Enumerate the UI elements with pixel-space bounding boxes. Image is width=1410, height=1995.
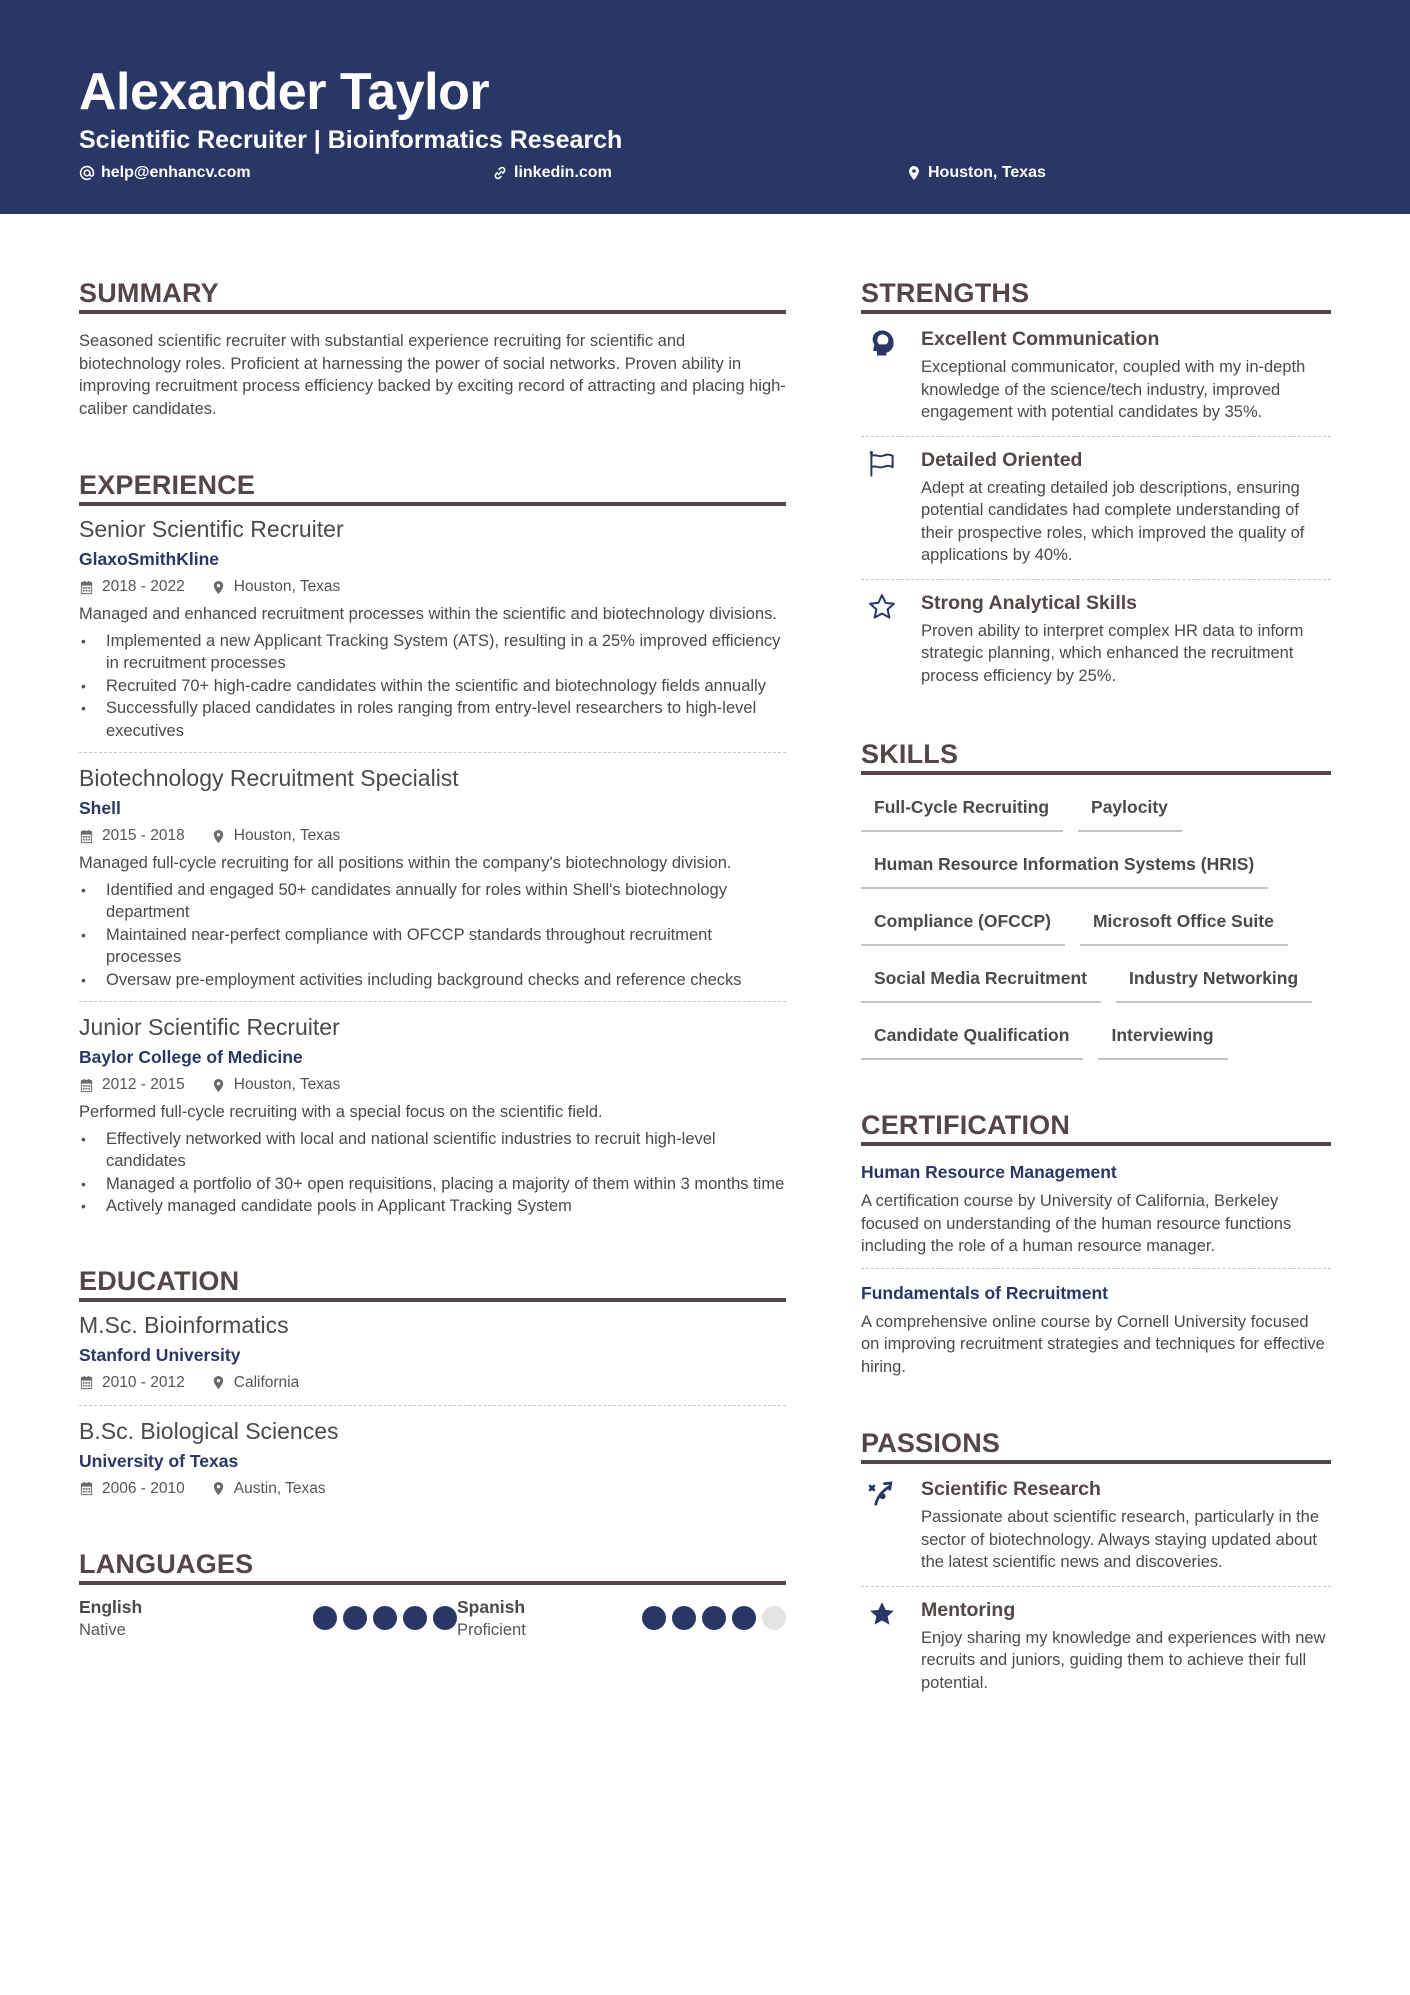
rating-dot-filled: [433, 1606, 457, 1630]
contact-linkedin[interactable]: [492, 162, 612, 184]
calendar-icon: [79, 580, 94, 595]
bullet-item: • Managed a portfolio of 30+ open requisitions, placing a majority of them within 3 months time: [79, 1173, 786, 1196]
certification-item: [861, 1268, 1331, 1389]
rating-dot-filled: [702, 1606, 726, 1630]
education-location: Austin, Texas: [233, 1479, 326, 1497]
section-title-languages: LANGUAGES: [79, 1547, 786, 1585]
star-filled-icon: [867, 1599, 897, 1629]
calendar-icon: [79, 1375, 94, 1390]
job-role: Biotechnology Recruitment Specialist: [79, 765, 459, 791]
skill-tag: Interviewing: [1098, 1019, 1227, 1060]
language-rating: [313, 1606, 457, 1630]
education-meta: [79, 1371, 786, 1395]
job-role: Senior Scientific Recruiter: [79, 516, 344, 542]
linkedin-text: linkedin.com: [514, 164, 612, 181]
email-text: help@enhancv.com: [101, 164, 251, 181]
candidate-name: Alexander Taylor: [79, 63, 490, 121]
job-meta: [79, 824, 786, 848]
passion-title: Scientific Research: [921, 1478, 1101, 1500]
experience-item: [79, 752, 786, 1001]
skill-tag: Microsoft Office Suite: [1080, 905, 1288, 946]
experience-section: [79, 468, 786, 1228]
job-description: Managed full-cycle recruiting for all positions within the company's biotechnology division.: [79, 854, 732, 872]
skill-tag: Full-Cycle Recruiting: [861, 791, 1063, 832]
map-pin-icon: [906, 165, 922, 181]
section-title-strengths: STRENGTHS: [861, 276, 1331, 314]
right-column: [861, 276, 1331, 1706]
job-dates: 2015 - 2018: [102, 827, 185, 844]
language-item: [457, 1595, 786, 1641]
rating-dot-filled: [403, 1606, 427, 1630]
strength-title: Strong Analytical Skills: [921, 591, 1138, 614]
rating-dot-filled: [672, 1606, 696, 1630]
company-name: Shell: [79, 798, 121, 818]
strategy-icon: [867, 1478, 897, 1508]
company-name: Baylor College of Medicine: [79, 1047, 303, 1067]
degree-name: B.Sc. Biological Sciences: [79, 1417, 339, 1444]
location-text: Houston, Texas: [928, 164, 1046, 181]
certification-section: [861, 1108, 1331, 1388]
strength-title: Detailed Oriented: [921, 448, 1083, 471]
strength-item: [861, 436, 1331, 579]
bullet-item: • Successfully placed candidates in roles ranging from entry-level researchers to high-level executives: [79, 697, 786, 742]
education-item: [79, 1405, 786, 1511]
calendar-icon: [79, 1481, 94, 1496]
section-title-experience: EXPERIENCE: [79, 468, 786, 506]
job-description: Performed full-cycle recruiting with a special focus on the scientific field.: [79, 1103, 603, 1121]
head-icon: [867, 328, 897, 358]
education-dates: 2010 - 2012: [102, 1373, 185, 1391]
summary-text: Seasoned scientific recruiter with substantial experience recruiting for scientific and biotechnology roles. Proficient at harnessing the power of social networks. Proven ability in improving recruitment process efficiency backed by exciting record of attracting and placing high-caliber candidates.: [79, 332, 786, 418]
job-location: Houston, Texas: [233, 1076, 341, 1093]
passion-title: Mentoring: [921, 1598, 1016, 1621]
summary-section: [79, 276, 786, 420]
star-outline-icon: [867, 592, 897, 622]
language-item: [79, 1595, 457, 1641]
rating-dot-filled: [313, 1606, 337, 1630]
degree-name: M.Sc. Bioinformatics: [79, 1311, 289, 1338]
passion-description: Passionate about scientific research, particularly in the sector of biotechnology. Always staying updated about the latest scientific news and discoveries.: [921, 1508, 1320, 1571]
certification-description: A comprehensive online course by Cornell University focused on improving recruitment strategies and techniques for effective hiring.: [861, 1312, 1325, 1376]
strength-description: Exceptional communicator, coupled with my in-depth knowledge of the science/tech industry, improved engagement with potential candidates by 35%.: [921, 358, 1306, 421]
certification-title: Fundamentals of Recruitment: [861, 1282, 1108, 1303]
experience-item: [79, 1001, 786, 1228]
job-bullets: [79, 879, 786, 992]
language-name: Spanish: [457, 1596, 526, 1617]
contact-email[interactable]: [79, 162, 251, 184]
language-level: Native: [79, 1620, 126, 1639]
rating-dot-filled: [343, 1606, 367, 1630]
certification-item: [861, 1154, 1331, 1268]
skill-tag: Human Resource Information Systems (HRIS): [861, 848, 1268, 889]
school-name: Stanford University: [79, 1344, 241, 1365]
passion-description: Enjoy sharing my knowledge and experiences with new recruits and juniors, guiding them to achieve their full potential.: [921, 1628, 1326, 1692]
section-title-summary: SUMMARY: [79, 276, 786, 314]
education-location: California: [233, 1373, 300, 1391]
flag-icon: [867, 449, 897, 479]
map-pin-icon: [211, 1481, 226, 1496]
section-title-skills: SKILLS: [861, 737, 1331, 775]
job-meta: [79, 1073, 786, 1097]
bullet-item: • Actively managed candidate pools in Applicant Tracking System: [79, 1195, 786, 1218]
strength-title: Excellent Communication: [921, 328, 1160, 350]
skills-section: [861, 737, 1331, 1060]
bullet-item: • Maintained near-perfect compliance with OFCCP standards throughout recruitment processes: [79, 924, 786, 969]
map-pin-icon: [211, 580, 226, 595]
skill-tag: Compliance (OFCCP): [861, 905, 1065, 946]
education-item: [79, 1310, 786, 1405]
strength-description: Proven ability to interpret complex HR data to inform strategic planning, which enhanced the recruitment process efficiency by 25%.: [921, 621, 1304, 685]
experience-item: [79, 514, 786, 752]
rating-dot-empty: [762, 1606, 786, 1630]
contact-location: [906, 162, 1046, 184]
calendar-icon: [79, 829, 94, 844]
strength-item: [861, 579, 1331, 700]
map-pin-icon: [211, 829, 226, 844]
skill-tag: Social Media Recruitment: [861, 962, 1101, 1003]
education-section: [79, 1264, 786, 1511]
skill-tag: Paylocity: [1078, 791, 1182, 832]
resume-header: [0, 0, 1410, 214]
section-title-passions: PASSIONS: [861, 1426, 1331, 1464]
education-meta: [79, 1477, 786, 1501]
company-name: GlaxoSmithKline: [79, 549, 220, 569]
calendar-icon: [79, 1078, 94, 1093]
job-dates: 2018 - 2022: [102, 578, 185, 595]
school-name: University of Texas: [79, 1450, 239, 1471]
certification-description: A certification course by University of California, Berkeley focused on understanding of the human resource functions including the role of a human resource manager.: [861, 1192, 1292, 1255]
job-bullets: [79, 630, 786, 743]
job-description: Managed and enhanced recruitment processes within the scientific and biotechnology divisions.: [79, 605, 777, 623]
skill-tag: Candidate Qualification: [861, 1019, 1083, 1060]
bullet-item: • Oversaw pre-employment activities including background checks and reference checks: [79, 969, 786, 992]
skills-list: [861, 791, 1331, 1060]
language-level: Proficient: [457, 1620, 526, 1639]
strengths-section: [861, 276, 1331, 699]
education-dates: 2006 - 2010: [102, 1479, 185, 1497]
skill-tag: Industry Networking: [1116, 962, 1312, 1003]
strength-description: Adept at creating detailed job descriptions, ensuring potential candidates had complete understanding of their prospective roles, which improved the quality of applications by 40%.: [921, 478, 1305, 564]
strength-item: [861, 316, 1331, 436]
map-pin-icon: [211, 1078, 226, 1093]
rating-dot-filled: [642, 1606, 666, 1630]
passion-item: [861, 1466, 1331, 1586]
job-meta: [79, 575, 786, 599]
passion-item: [861, 1586, 1331, 1707]
bullet-item: • Recruited 70+ high-cadre candidates within the scientific and biotechnology fields annually: [79, 675, 786, 698]
job-dates: 2012 - 2015: [102, 1076, 185, 1093]
job-location: Houston, Texas: [233, 578, 341, 595]
language-rating: [642, 1606, 786, 1630]
rating-dot-filled: [373, 1606, 397, 1630]
job-location: Houston, Texas: [233, 827, 341, 844]
rating-dot-filled: [732, 1606, 756, 1630]
at-icon: [79, 165, 95, 181]
job-role: Junior Scientific Recruiter: [79, 1014, 340, 1040]
bullet-item: • Effectively networked with local and national scientific industries to recruit high-level candidates: [79, 1128, 786, 1173]
passions-section: [861, 1426, 1331, 1706]
job-bullets: [79, 1128, 786, 1218]
language-name: English: [79, 1596, 143, 1617]
left-column: [79, 276, 786, 1641]
link-icon: [492, 165, 508, 181]
candidate-title: Scientific Recruiter | Bioinformatics Research: [79, 126, 623, 154]
bullet-item: • Identified and engaged 50+ candidates annually for roles within Shell's biotechnology department: [79, 879, 786, 924]
languages-section: [79, 1547, 786, 1641]
section-title-education: EDUCATION: [79, 1264, 786, 1302]
map-pin-icon: [211, 1375, 226, 1390]
section-title-certification: CERTIFICATION: [861, 1108, 1331, 1146]
bullet-item: • Implemented a new Applicant Tracking System (ATS), resulting in a 25% improved efficiency in recruitment processes: [79, 630, 786, 675]
certification-title: Human Resource Management: [861, 1162, 1117, 1182]
languages-list: [79, 1595, 786, 1641]
